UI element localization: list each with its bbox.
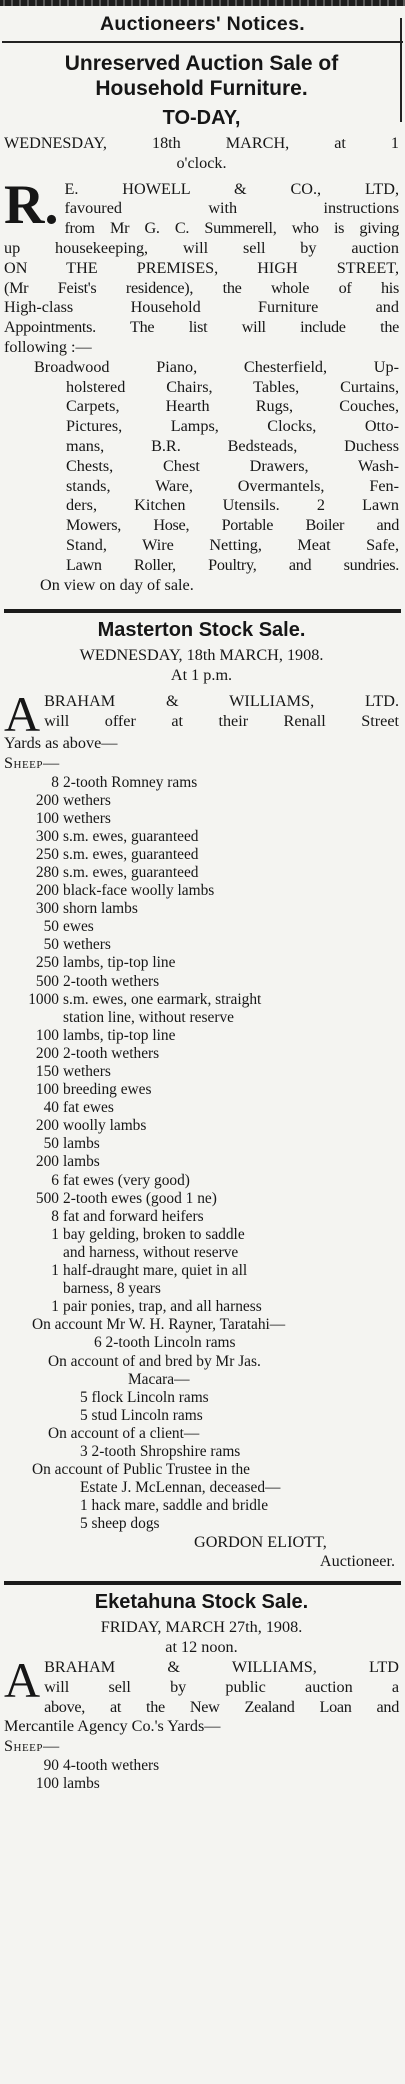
lot-line (4, 1009, 399, 1027)
notice-time: o'clock. (176, 153, 227, 172)
lot-qty: 40 (43, 1099, 59, 1117)
title-line: Unreserved Auction Sale of (64, 52, 339, 75)
lot-line (4, 1153, 399, 1171)
lot-desc: fat and forward heifers (63, 1207, 204, 1225)
category-label: Sheep— (4, 753, 60, 772)
lot-qty: 50 (43, 936, 59, 954)
lot-line: 3 2-tooth Shropshire rams (80, 1442, 241, 1460)
intro-line: BRAHAM & WILLIAMS, LTD (44, 1658, 399, 1677)
drop-cap: R. (4, 173, 59, 236)
lot-line (4, 828, 399, 846)
lot-desc: lambs, tip-top line (63, 1026, 176, 1044)
lot-desc: wethers (63, 1063, 111, 1081)
item-line: mans, B.R. Bedsteads, Duchess (66, 436, 399, 455)
notice-title: Eketahuna Stock Sale. (94, 1591, 309, 1614)
lot-line (4, 1757, 399, 1775)
lot-desc: wethers (63, 936, 111, 954)
body-line: High-class Household Furniture and (4, 298, 399, 317)
body-line: (Mr Feist's residence), the whole of his (4, 278, 399, 297)
lot-line: 5 stud Lincoln rams (80, 1406, 203, 1424)
lot-line (4, 1190, 399, 1208)
notice-time: At 1 p.m. (170, 666, 233, 685)
body-line: from Mr G. C. Summerell, who is giving (64, 219, 399, 238)
intro-line: Mercantile Agency Co.'s Yards— (4, 1717, 221, 1736)
lot-line (4, 864, 399, 882)
lot-line (4, 882, 399, 900)
lot-desc: 4-tooth wethers (63, 1757, 160, 1775)
lot-desc: lambs (63, 1775, 100, 1793)
notice-body (4, 173, 399, 358)
top-border (0, 0, 405, 6)
lot-desc: lambs, tip-top line (63, 954, 176, 972)
lot-qty: 100 (35, 1026, 59, 1044)
lot-line (4, 1775, 399, 1793)
notice-eketahuna-sale (0, 1591, 405, 1793)
item-line: Stand, Wire Netting, Meat Safe, (66, 535, 399, 554)
item-line: ders, Kitchen Utensils. 2 Lawn (66, 496, 399, 515)
lot-line (4, 1244, 399, 1262)
lot-desc: ewes (63, 918, 94, 936)
lot-desc: lambs (63, 1135, 100, 1153)
signature-name: GORDON ELIOTT, (194, 1533, 327, 1552)
lot-desc: s.m. ewes, guaranteed (63, 845, 199, 863)
lot-desc: fat ewes (very good) (63, 1171, 190, 1189)
notice-date: WEDNESDAY, 18th MARCH, 1908. (79, 646, 324, 665)
account-line: On account of Public Trustee in the (32, 1461, 251, 1479)
lot-line (4, 1172, 399, 1190)
category-label: Sheep— (4, 1737, 60, 1756)
lot-desc: barness, 8 years (63, 1280, 161, 1298)
item-line: Lawn Roller, Poultry, and sundries. (66, 555, 399, 574)
lot-desc: s.m. ewes, guaranteed (63, 827, 199, 845)
intro-line: BRAHAM & WILLIAMS, LTD. (44, 691, 399, 710)
divider (4, 1581, 401, 1585)
lot-line (4, 1208, 399, 1226)
lot-qty: 150 (35, 1063, 59, 1081)
title-line: Household Furniture. (95, 77, 308, 100)
notice-today: TO-DAY, (162, 107, 241, 129)
lot-line: 6 2-tooth Lincoln rams (94, 1334, 236, 1352)
lot-desc: lambs (63, 1153, 100, 1171)
view-note: On view on day of sale. (40, 575, 194, 594)
lot-desc: woolly lambs (63, 1117, 147, 1135)
lot-desc: wethers (63, 809, 111, 827)
item-line: holstered Chairs, Tables, Curtains, (66, 377, 399, 396)
lot-line (4, 954, 399, 972)
lot-line (4, 792, 399, 810)
lot-desc: pair ponies, trap, and all harness (63, 1298, 262, 1316)
lot-desc: 2-tooth wethers (63, 1044, 160, 1062)
lot-line (4, 1063, 399, 1081)
lot-desc: s.m. ewes, one earmark, straight (63, 990, 262, 1008)
lot-qty: 500 (35, 972, 59, 990)
body-line: ON THE PREMISES, HIGH STREET, (4, 258, 399, 277)
column-rule (400, 18, 402, 122)
lot-qty: 300 (35, 827, 59, 845)
notice-intro (4, 685, 399, 754)
lot-line: 5 flock Lincoln rams (80, 1388, 209, 1406)
item-list (4, 358, 399, 576)
lot-desc: black-face woolly lambs (63, 882, 215, 900)
item-line: Pictures, Lamps, Clocks, Otto- (66, 417, 399, 436)
body-line: up housekeeping, will sell by auction (4, 238, 399, 257)
lot-qty: 8 (51, 773, 59, 791)
divider (4, 609, 401, 613)
item-line: Carpets, Hearth Rugs, Couches, (66, 397, 399, 416)
notice-date: FRIDAY, MARCH 27th, 1908. (100, 1618, 303, 1637)
lot-qty: 1000 (28, 990, 59, 1008)
lot-desc: wethers (63, 791, 111, 809)
lot-qty: 250 (35, 845, 59, 863)
lot-line (4, 1117, 399, 1135)
intro-line: will sell by public auction a (44, 1677, 399, 1696)
sheep-list (4, 1757, 399, 1793)
lot-line (4, 918, 399, 936)
lot-qty: 200 (35, 1117, 59, 1135)
lot-qty: 280 (35, 863, 59, 881)
lot-qty: 200 (35, 791, 59, 809)
lot-qty: 1 (51, 1298, 59, 1316)
intro-line: Yards as above— (4, 733, 118, 752)
lot-line (4, 810, 399, 828)
lot-line (4, 936, 399, 954)
lot-line (4, 1045, 399, 1063)
lot-desc: breeding ewes (63, 1081, 152, 1099)
item-line: Broadwood Piano, Chesterfield, Up- (34, 357, 399, 376)
lot-qty: 50 (43, 918, 59, 936)
lot-qty: 50 (43, 1135, 59, 1153)
lot-line (4, 1027, 399, 1045)
lot-line (4, 1135, 399, 1153)
divider (2, 41, 403, 43)
lot-qty: 250 (35, 954, 59, 972)
lot-line (4, 774, 399, 792)
lot-line (4, 973, 399, 991)
lot-qty: 200 (35, 882, 59, 900)
lot-qty: 1 (51, 1262, 59, 1280)
lot-qty: 100 (35, 1775, 59, 1793)
lot-qty: 200 (35, 1044, 59, 1062)
item-line: Chests, Chest Drawers, Wash- (66, 456, 399, 475)
intro-line: will offer at their Renall Street (44, 711, 399, 730)
drop-cap: A (4, 1652, 41, 1709)
body-line: following :— (4, 337, 92, 356)
lot-qty: 8 (51, 1207, 59, 1225)
notice-time: at 12 noon. (165, 1638, 238, 1657)
notice-intro (4, 1652, 399, 1737)
lot-line (4, 900, 399, 918)
lot-line (4, 1081, 399, 1099)
lot-qty: 90 (43, 1757, 59, 1775)
lot-desc: shorn lambs (63, 900, 138, 918)
lot-desc: station line, without reserve (63, 1008, 234, 1026)
lot-line (4, 1099, 399, 1117)
lot-desc: and harness, without reserve (63, 1243, 239, 1261)
lot-line (4, 1298, 399, 1316)
account-line: Estate J. McLennan, deceased— (80, 1479, 281, 1497)
account-line: Macara— (128, 1370, 190, 1388)
lot-line (4, 991, 399, 1009)
item-line: stands, Ware, Overmantels, Fen- (66, 476, 399, 495)
signature-title: Auctioneer. (319, 1552, 395, 1571)
lot-desc: bay gelding, broken to saddle (63, 1225, 245, 1243)
lot-desc: 2-tooth ewes (good 1 ne) (63, 1189, 217, 1207)
sheep-list (4, 774, 399, 1317)
lot-line (4, 1280, 399, 1298)
lot-desc: 2-tooth Romney rams (63, 773, 198, 791)
lot-line (4, 1262, 399, 1280)
notice-title (4, 51, 399, 101)
notice-masterton-sale (0, 619, 405, 1571)
body-line: favoured with instructions (64, 199, 399, 218)
item-line: Mowers, Hose, Portable Boiler and (66, 516, 399, 535)
lot-qty: 6 (51, 1171, 59, 1189)
section-title: Auctioneers' Notices. (100, 13, 305, 35)
lot-qty: 200 (35, 1153, 59, 1171)
account-line: On account of a client— (48, 1424, 200, 1442)
lot-desc: 2-tooth wethers (63, 972, 160, 990)
intro-line: above, at the New Zealand Loan and (44, 1697, 399, 1716)
lot-line: 5 sheep dogs (80, 1515, 160, 1533)
lot-qty: 300 (35, 900, 59, 918)
body-line: Appointments. The list will include the (4, 318, 399, 337)
lot-desc: s.m. ewes, guaranteed (63, 863, 199, 881)
lot-qty: 1 (51, 1225, 59, 1243)
lot-desc: fat ewes (63, 1099, 114, 1117)
notice-furniture-sale (0, 51, 405, 595)
body-line: E. HOWELL & CO., LTD, (64, 179, 399, 198)
lot-line: 1 hack mare, saddle and bridle (80, 1497, 269, 1515)
notice-date: WEDNESDAY, 18th MARCH, at 1 (4, 134, 399, 152)
lot-qty: 100 (35, 1081, 59, 1099)
lot-qty: 500 (35, 1189, 59, 1207)
notice-title: Masterton Stock Sale. (97, 619, 306, 642)
lot-line (4, 846, 399, 864)
lot-desc: half-draught mare, quiet in all (63, 1262, 248, 1280)
lot-qty: 100 (35, 809, 59, 827)
lot-line (4, 1226, 399, 1244)
account-line: On account of and bred by Mr Jas. (48, 1352, 261, 1370)
drop-cap: A (4, 685, 41, 742)
account-line: On account Mr W. H. Rayner, Taratahi— (32, 1316, 286, 1334)
